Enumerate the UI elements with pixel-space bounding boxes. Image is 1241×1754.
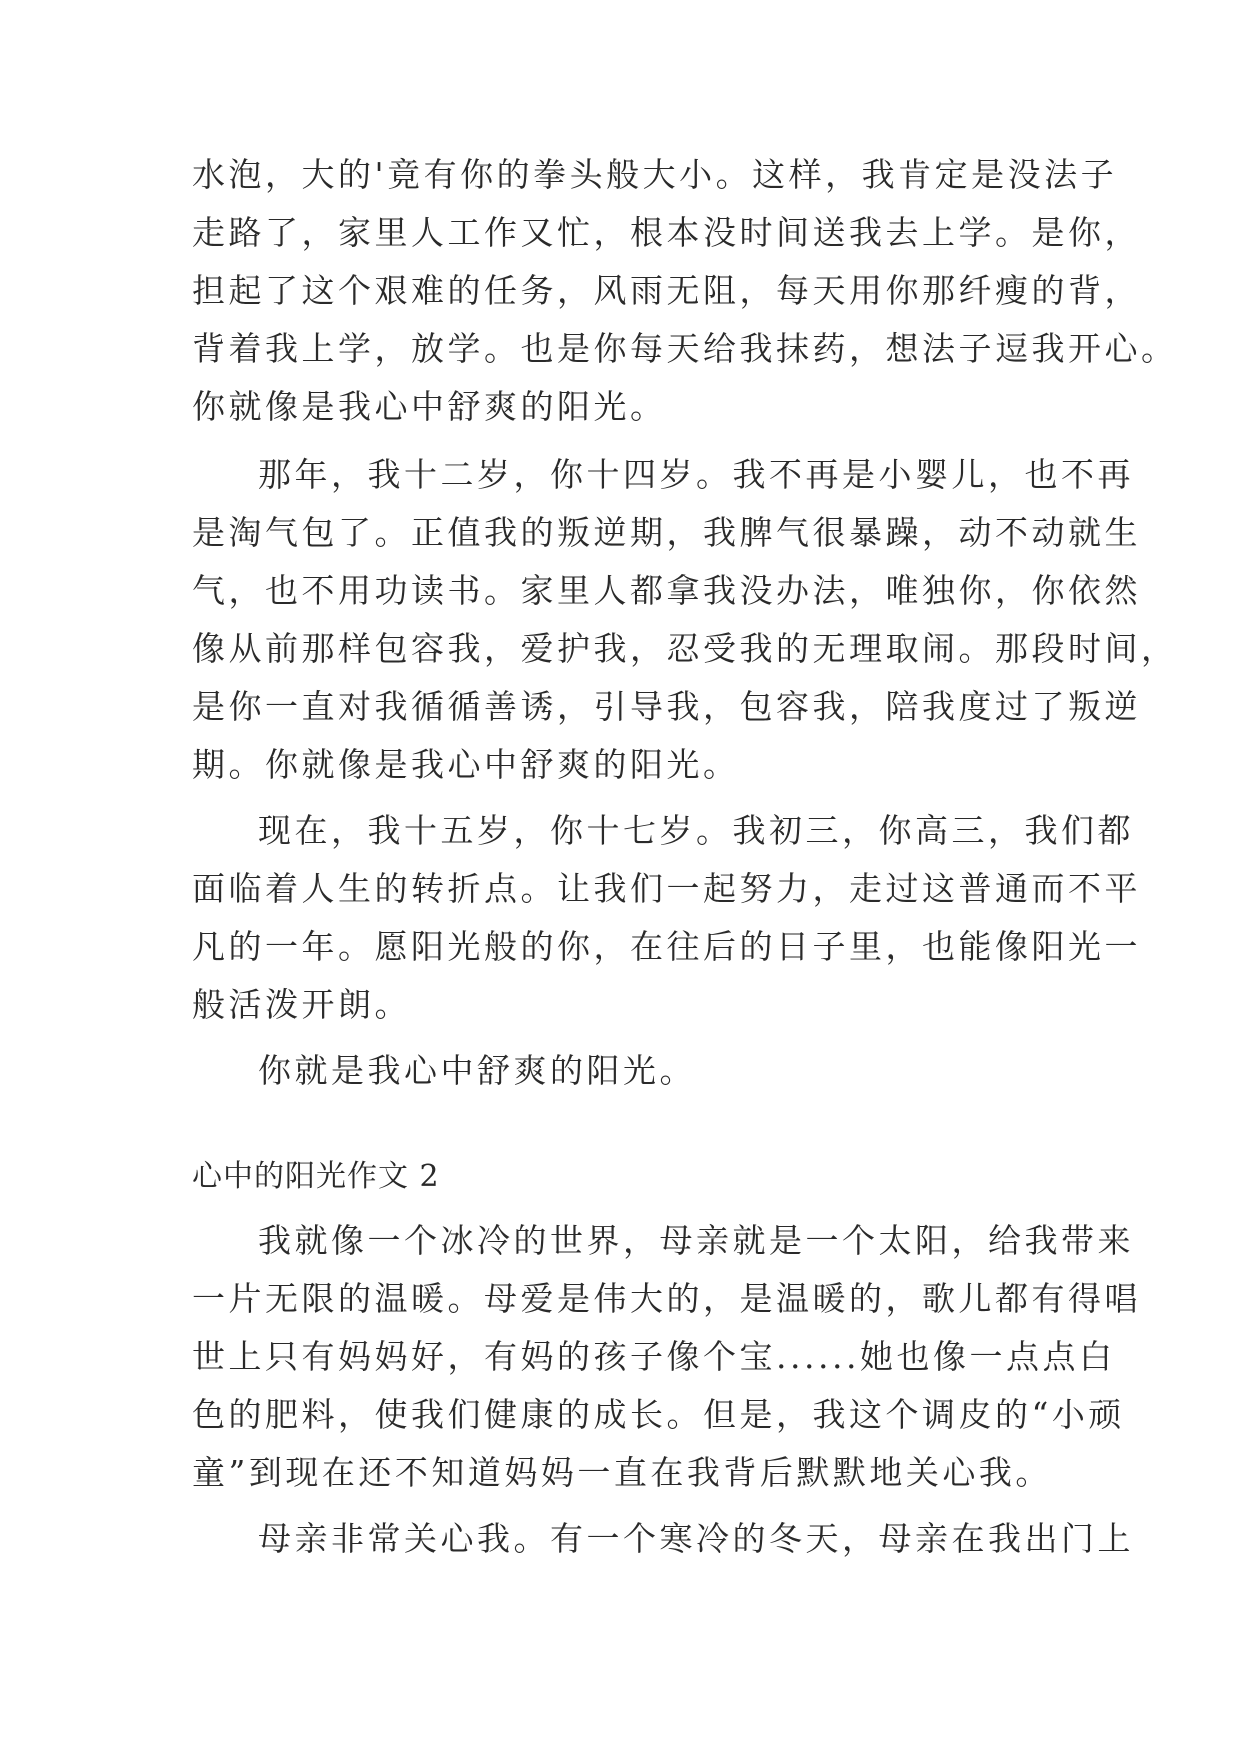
text-line: 背着我上学，放学。也是你每天给我抹药，想法子逗我开心。	[192, 329, 1178, 368]
text-line: 气，也不用功读书。家里人都拿我没办法，唯独你，你依然	[192, 571, 1141, 610]
text-line: 面临着人生的转折点。让我们一起努力，走过这普通而不平	[192, 869, 1141, 908]
text-line: 担起了这个艰难的任务，风雨无阻，每天用你那纤瘦的背，	[192, 271, 1141, 310]
text-line: 那年，我十二岁，你十四岁。我不再是小婴儿，也不再	[258, 455, 1134, 494]
text-line: 童”到现在还不知道妈妈一直在我背后默默地关心我。	[192, 1453, 1052, 1492]
text-line: 般活泼开朗。	[192, 985, 411, 1024]
text-line: 你就是我心中舒爽的阳光。	[258, 1051, 696, 1090]
text-line: 凡的一年。愿阳光般的你，在往后的日子里，也能像阳光一	[192, 927, 1141, 966]
text-line: 我就像一个冰冷的世界，母亲就是一个太阳，给我带来	[258, 1221, 1134, 1260]
text-line: 是淘气包了。正值我的叛逆期，我脾气很暴躁，动不动就生	[192, 513, 1141, 552]
text-line: 走路了，家里人工作又忙，根本没时间送我去上学。是你，	[192, 213, 1141, 252]
text-line: 母亲非常关心我。有一个寒冷的冬天，母亲在我出门上	[258, 1519, 1134, 1558]
text-line: 水泡，大的'竟有你的拳头般大小。这样，我肯定是没法子	[192, 155, 1118, 194]
text-line: 色的肥料，使我们健康的成长。但是，我这个调皮的“小顽	[192, 1395, 1125, 1434]
text-line: 你就像是我心中舒爽的阳光。	[192, 387, 667, 426]
text-line: 期。你就像是我心中舒爽的阳光。	[192, 745, 740, 784]
text-line: 像从前那样包容我，爱护我，忍受我的无理取闹。那段时间，	[192, 629, 1178, 668]
text-line: 现在，我十五岁，你十七岁。我初三，你高三，我们都	[258, 811, 1134, 850]
text-line: 世上只有妈妈好，有妈的孩子像个宝......她也像一点点白	[192, 1337, 1116, 1376]
section-heading: 心中的阳光作文 2	[192, 1159, 440, 1194]
text-line: 是你一直对我循循善诱，引导我，包容我，陪我度过了叛逆	[192, 687, 1141, 726]
text-line: 一片无限的温暖。母爱是伟大的，是温暖的，歌儿都有得唱	[192, 1279, 1141, 1318]
